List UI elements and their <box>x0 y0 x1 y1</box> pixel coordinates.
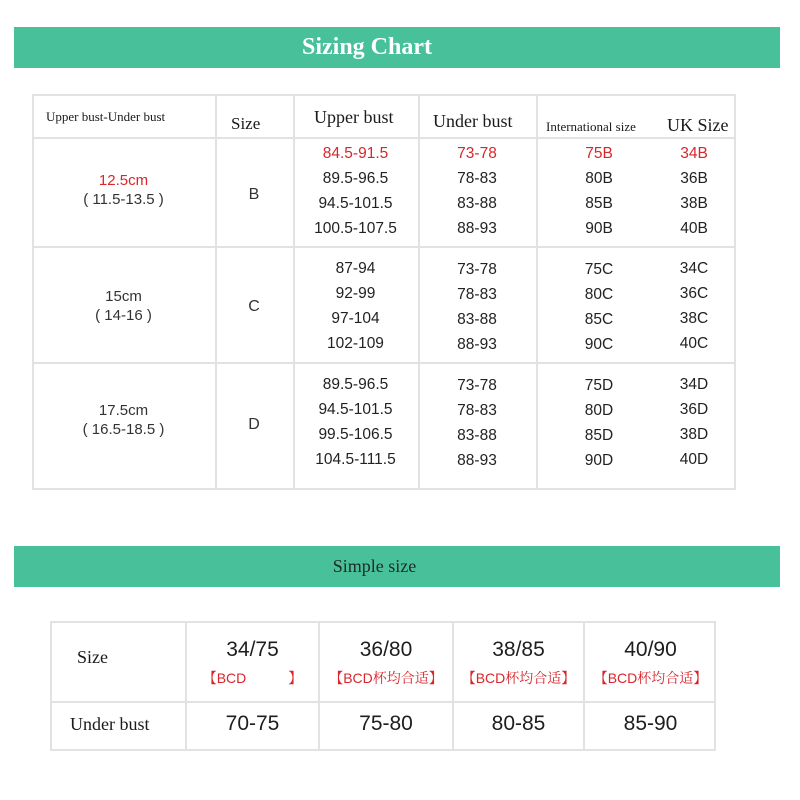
uk-size-value: 36D <box>679 401 709 418</box>
group-d-intl-list <box>567 373 631 473</box>
upper-bust-value: 87-94 <box>335 260 376 277</box>
grid-line <box>50 701 716 703</box>
intl-size-value: 80B <box>585 170 613 187</box>
group-d-uk-list <box>662 372 726 472</box>
group-b-diff <box>32 171 215 209</box>
group-b-intl-list <box>567 141 631 241</box>
upper-bust-value: 97-104 <box>331 310 380 327</box>
under-bust-value: 73-78 <box>457 377 497 394</box>
header-upper-bust: Upper bust <box>314 107 394 127</box>
uk-size-value: 40D <box>679 451 709 468</box>
group-d-under-list <box>418 373 536 473</box>
upper-bust-value: 102-109 <box>327 335 384 352</box>
group-c-diff-value: 15cm <box>105 288 142 305</box>
group-d-range: ( 16.5-18.5 ) <box>82 421 165 438</box>
intl-size-value: 85D <box>584 427 614 444</box>
simple-under-bust-label: Under bust <box>70 714 150 734</box>
intl-size-value: 90D <box>584 452 614 469</box>
simple-under-value: 80-85 <box>491 712 546 735</box>
header-uk-size: UK Size <box>667 115 729 135</box>
simple-under-value: 75-80 <box>359 712 413 735</box>
under-bust-value: 78-83 <box>457 170 497 187</box>
uk-size-value: 38B <box>680 195 708 212</box>
intl-size-value: 80D <box>584 402 614 419</box>
grid-line <box>32 246 736 248</box>
group-c-range: ( 14-16 ) <box>95 307 152 324</box>
group-c-cup: C <box>248 298 260 315</box>
intl-size-value: 75C <box>584 261 614 278</box>
simple-size-title: Simple size <box>332 556 417 576</box>
simple-under-value: 85-90 <box>623 712 678 735</box>
group-c-diff <box>32 287 215 325</box>
group-b-under-list <box>418 141 536 241</box>
group-b-range: ( 11.5-13.5 ) <box>83 191 164 208</box>
under-bust-value: 88-93 <box>457 220 497 237</box>
upper-bust-value: 92-99 <box>335 285 376 302</box>
upper-bust-value: 89.5-96.5 <box>322 170 389 187</box>
uk-size-value: 40B <box>680 220 708 237</box>
group-d-diff <box>32 401 215 439</box>
sizing-chart-banner <box>14 27 780 68</box>
sizing-chart-title: Sizing Chart <box>301 34 432 60</box>
upper-bust-value: 94.5-101.5 <box>318 195 393 212</box>
header-diff: Upper bust-Under bust <box>46 109 166 124</box>
uk-size-value: 40C <box>679 335 709 352</box>
under-bust-value: 88-93 <box>457 336 497 353</box>
upper-bust-value: 99.5-106.5 <box>318 426 393 443</box>
upper-bust-value: 84.5-91.5 <box>322 145 389 162</box>
uk-size-value: 34B <box>680 145 708 162</box>
group-b-uk-list <box>662 141 726 241</box>
simple-size-value: 34/75 <box>226 638 279 661</box>
group-c-under-list <box>418 257 536 357</box>
uk-size-value: 36B <box>680 170 708 187</box>
uk-size-value: 34D <box>679 376 709 393</box>
uk-size-value: 38D <box>679 426 709 443</box>
uk-size-value: 34C <box>679 260 709 277</box>
simple-size-value: 40/90 <box>624 638 677 661</box>
intl-size-value: 90C <box>584 336 614 353</box>
upper-bust-value: 100.5-107.5 <box>314 220 397 237</box>
intl-size-value: 90B <box>585 220 613 237</box>
group-d-upper-list <box>293 372 418 472</box>
under-bust-value: 73-78 <box>457 261 497 278</box>
uk-size-value: 38C <box>679 310 709 327</box>
simple-size-banner <box>14 546 780 587</box>
simple-under-value: 70-75 <box>225 712 280 735</box>
simple-size-note: 【BCD杯均合适】 <box>461 670 576 686</box>
upper-bust-value: 94.5-101.5 <box>318 401 393 418</box>
group-c-intl-list <box>567 257 631 357</box>
simple-size-label: Size <box>77 647 108 667</box>
grid-line <box>536 94 538 490</box>
under-bust-value: 83-88 <box>457 195 497 212</box>
simple-size-value: 36/80 <box>359 638 413 661</box>
under-bust-value: 83-88 <box>457 427 497 444</box>
simple-size-table <box>50 621 716 751</box>
under-bust-value: 78-83 <box>457 402 497 419</box>
intl-size-value: 85B <box>585 195 613 212</box>
group-b-cup: B <box>248 186 260 203</box>
group-d-cup: D <box>248 416 260 433</box>
under-bust-value: 78-83 <box>457 286 497 303</box>
simple-size-value: 38/85 <box>492 638 545 661</box>
header-under-bust: Under bust <box>433 111 513 131</box>
intl-size-value: 75D <box>584 377 614 394</box>
under-bust-value: 73-78 <box>457 145 497 162</box>
grid-line <box>32 137 736 139</box>
under-bust-value: 83-88 <box>457 311 497 328</box>
simple-size-note: 【BCD 】 <box>202 670 303 686</box>
group-d-diff-value: 17.5cm <box>98 402 149 419</box>
group-b-upper-list <box>293 141 418 241</box>
upper-bust-value: 89.5-96.5 <box>322 376 389 393</box>
simple-size-note: 【BCD杯均合适】 <box>329 670 443 686</box>
header-international-size: International size <box>546 119 636 134</box>
simple-size-note: 【BCD杯均合适】 <box>593 670 708 686</box>
intl-size-value: 75B <box>585 145 613 162</box>
intl-size-value: 85C <box>584 311 614 328</box>
sizing-table <box>32 94 736 490</box>
group-c-uk-list <box>662 256 726 356</box>
grid-line <box>32 362 736 364</box>
group-c-upper-list <box>293 256 418 356</box>
uk-size-value: 36C <box>679 285 709 302</box>
header-size: Size <box>231 114 261 133</box>
under-bust-value: 88-93 <box>457 452 497 469</box>
group-b-diff-value: 12.5cm <box>98 172 149 189</box>
upper-bust-value: 104.5-111.5 <box>315 451 396 468</box>
intl-size-value: 80C <box>584 286 614 303</box>
